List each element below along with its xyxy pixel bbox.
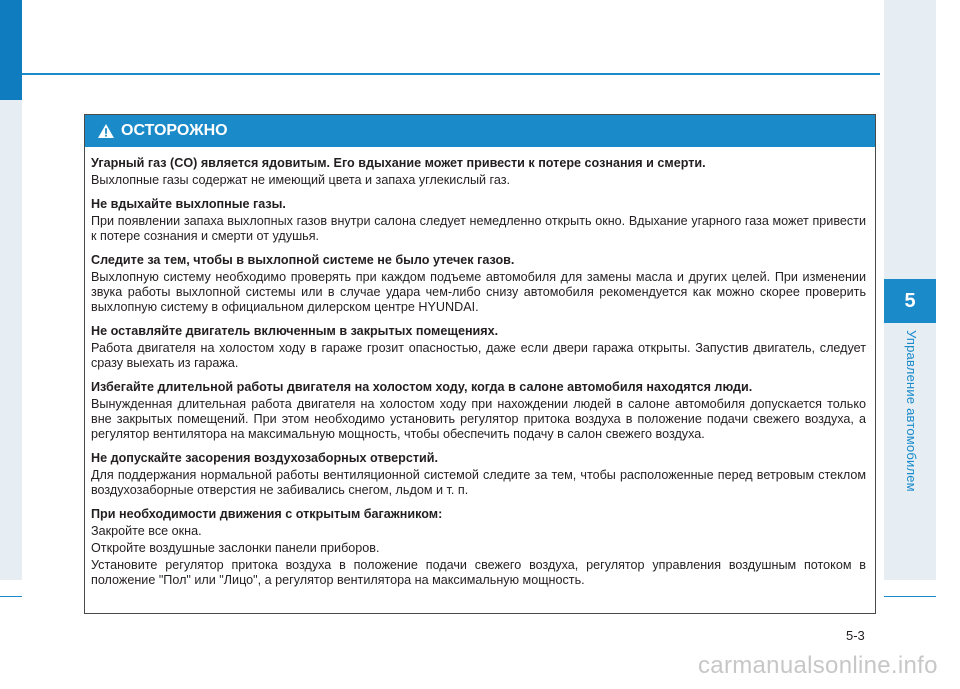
page-number: 5-3 [846,628,865,643]
warning-heading: Не оставляйте двигатель включенным в закрытых помещениях. [91,324,499,338]
warning-text: Работа двигателя на холостом ходу в гараже грозит опасностью, даже если двери гаража открыты. Запустив двигатель, следует сразу выехать из гаража. [91,341,866,370]
warning-heading: При необходимости движения с открытым багажником: [91,507,443,521]
right-footer-rule [884,596,936,597]
left-accent-bar [0,0,22,100]
warning-triangle-icon [97,123,115,139]
warning-text: Для поддержания нормальной работы вентиляционной системой следите за тем, чтобы расположенные перед ветровым стеклом воздухозаборные отверстия не забивались снегом, льдом и т. п. [91,468,866,497]
chapter-title: Управление автомобилем [904,330,919,492]
warning-body [85,147,875,588]
left-footer-rule [0,596,22,597]
chapter-number-tab[interactable]: 5 [884,279,936,323]
warning-text: Вынужденная длительная работа двигателя на холостом ходу при нахождении людей в салоне автомобиля допускается только вне закрытых помещений. При этом необходимо установить регулятор притока воздуха в положение подачи свежего воздуха, а регулятор вентилятора на максимальную мощность, чтобы обеспечить подачу в салон свежего воздуха. [91,397,866,441]
warning-header [85,115,875,147]
warning-text: Выхлопную систему необходимо проверять при каждом подъеме автомобиля для замены масла и других целей. При изменении звука работы выхлопной системы или в случае удара чем-либо снизу автомобиля рекомендуется как можно скорее проверить выхлопную систему в официальном дилерском центре HYUNDAI. [91,270,866,314]
warning-heading: Следите за тем, чтобы в выхлопной системе не было утечек газов. [91,253,515,267]
warning-text: Выхлопные газы содержат не имеющий цвета и запаха углекислый газ. [91,173,511,187]
warning-text: Закройте все окна. [91,524,202,538]
warning-heading: Угарный газ (CO) является ядовитым. Его вдыхание может привести к потере сознания и смерти. [91,156,706,170]
warning-text: При появлении запаха выхлопных газов внутри салона следует немедленно открыть окно. Вдыхание угарного газа может привести к потере сознания и смерти от удушья. [91,214,866,243]
warning-text: Откройте воздушные заслонки панели приборов. [91,541,380,555]
warning-box [84,114,876,614]
warning-heading: Не допускайте засорения воздухозаборных отверстий. [91,451,438,465]
warning-title: ОСТОРОЖНО [121,122,228,139]
warning-text: Установите регулятор притока воздуха в положение подачи свежего воздуха, регулятор управления воздушным потоком в положение "Пол" или "Лицо", а регулятор вентилятора на максимальную мощность. [91,558,866,587]
warning-heading: Избегайте длительной работы двигателя на холостом ходу, когда в салоне автомобиля находятся люди. [91,380,753,394]
header-rule [22,73,880,75]
warning-heading: Не вдыхайте выхлопные газы. [91,197,286,211]
watermark: carmanualsonline.info [698,652,938,679]
